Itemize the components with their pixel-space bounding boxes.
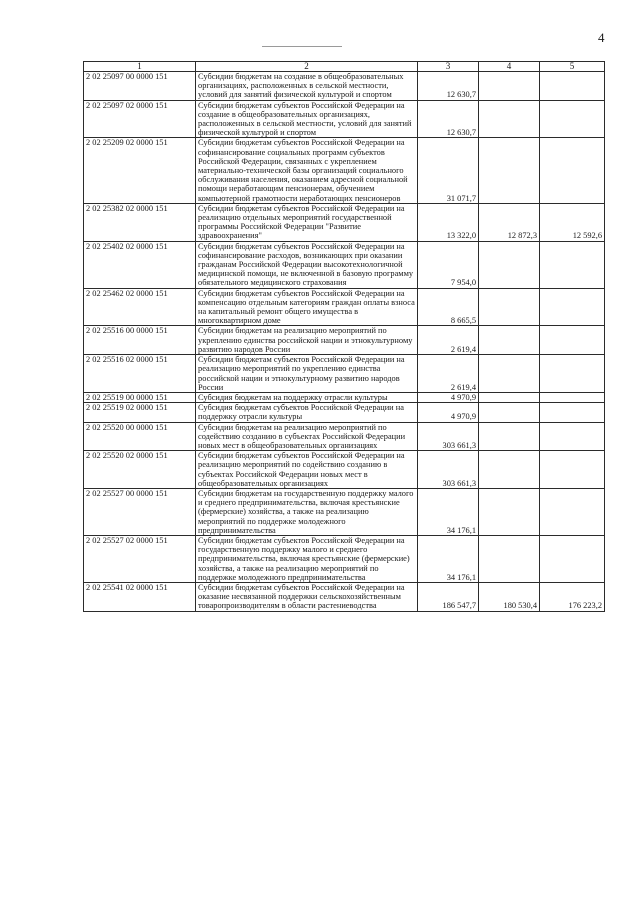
amount-col3-cell: 4 970,9 [418,392,479,402]
header-col-3: 3 [418,62,479,72]
header-col-4: 4 [479,62,540,72]
table-row [84,422,605,451]
table-row [84,488,605,535]
table-row [84,288,605,326]
code-cell: 2 02 25527 02 0000 151 [84,535,196,582]
amount-col5-cell: 12 592,6 [540,203,605,241]
description-cell: Субсидии бюджетам субъектов Российской Федерации на создание в общеобразовательных организациях, расположенных в сельской местности, условий для занятий физической культурой и спортом [196,100,418,138]
description-cell: Субсидии бюджетам на создание в общеобразовательных организациях, расположенных в сельской местности, условий для занятий физической культурой и спортом [196,72,418,101]
description-cell: Субсидии бюджетам субъектов Российской Федерации на софинансирование расходов, возникающих при оказании гражданам Российской Федерации высокотехнологичной медицинской помощи, не включенной в базовую программу обязательного медицинского страхования [196,241,418,288]
code-cell: 2 02 25462 02 0000 151 [84,288,196,326]
amount-col5-cell [540,72,605,101]
amount-col4-cell [479,451,540,489]
amount-col4-cell [479,326,540,355]
amount-col5-cell [540,488,605,535]
amount-col4-cell [479,241,540,288]
table-header-row [84,62,605,72]
table-row [84,582,605,611]
table-row [84,392,605,402]
page-number: 4 [598,30,605,45]
amount-col5-cell [540,392,605,402]
amount-col5-cell [540,138,605,203]
table-body [84,72,605,612]
code-cell: 2 02 25527 00 0000 151 [84,488,196,535]
amount-col3-cell: 186 547,7 [418,582,479,611]
code-cell: 2 02 25519 02 0000 151 [84,403,196,422]
amount-col3-cell: 12 630,7 [418,100,479,138]
description-cell: Субсидии бюджетам субъектов Российской Федерации на оказание несвязанной поддержки сельскохозяйственным товаропроизводителям в области растениеводства [196,582,418,611]
table-row [84,72,605,101]
table-row [84,451,605,489]
description-cell: Субсидии бюджетам субъектов Российской Федерации на государственную поддержку малого и среднего предпринимательства, включая крестьянские (фермерские) хозяйства, а также на реализацию мероприятий по поддержке молодежного предпринимательства [196,535,418,582]
budget-revenue-table [83,61,605,612]
table-row [84,241,605,288]
table-row [84,355,605,393]
description-cell: Субсидия бюджетам субъектов Российской Федерации на поддержку отрасли культуры [196,403,418,422]
amount-col4-cell [479,100,540,138]
description-cell: Субсидии бюджетам субъектов Российской Федерации на реализацию отдельных мероприятий государственной программы Российской Федерации "Развитие здравоохранения" [196,203,418,241]
code-cell: 2 02 25519 00 0000 151 [84,392,196,402]
amount-col3-cell: 303 661,3 [418,422,479,451]
amount-col3-cell: 303 661,3 [418,451,479,489]
code-cell: 2 02 25402 02 0000 151 [84,241,196,288]
table-row [84,203,605,241]
amount-col4-cell: 180 530,4 [479,582,540,611]
code-cell: 2 02 25520 02 0000 151 [84,451,196,489]
amount-col3-cell: 8 665,5 [418,288,479,326]
amount-col4-cell [479,72,540,101]
code-cell: 2 02 25516 02 0000 151 [84,355,196,393]
amount-col5-cell [540,100,605,138]
amount-col4-cell: 12 872,3 [479,203,540,241]
amount-col3-cell: 13 322,0 [418,203,479,241]
code-cell: 2 02 25209 02 0000 151 [84,138,196,203]
amount-col3-cell: 7 954,0 [418,241,479,288]
header-col-5: 5 [540,62,605,72]
amount-col5-cell [540,535,605,582]
description-cell: Субсидии бюджетам на государственную поддержку малого и среднего предпринимательства, включая крестьянские (фермерские) хозяйства, а также на реализацию мероприятий по поддержке молодежного предпринимательства [196,488,418,535]
description-cell: Субсидия бюджетам на поддержку отрасли культуры [196,392,418,402]
amount-col3-cell: 34 176,1 [418,488,479,535]
amount-col5-cell: 176 223,2 [540,582,605,611]
amount-col3-cell: 31 071,7 [418,138,479,203]
amount-col5-cell [540,241,605,288]
table-row [84,326,605,355]
description-cell: Субсидии бюджетам субъектов Российской Федерации на компенсацию отдельным категориям граждан оплаты взноса на капитальный ремонт общего имущества в многоквартирном доме [196,288,418,326]
amount-col4-cell [479,488,540,535]
description-cell: Субсидии бюджетам субъектов Российской Федерации на реализацию мероприятий по содействию созданию в субъектах Российской Федерации новых мест в общеобразовательных организациях [196,451,418,489]
amount-col3-cell: 4 970,9 [418,403,479,422]
amount-col4-cell [479,403,540,422]
amount-col5-cell [540,326,605,355]
amount-col5-cell [540,288,605,326]
code-cell: 2 02 25520 00 0000 151 [84,422,196,451]
description-cell: Субсидии бюджетам субъектов Российской Федерации на софинансирование социальных программ субъектов Российской Федерации, связанных с укреплением материально-технической базы организаций социального обслуживания населения, оказанием адресной социальной помощи неработающим пенсионерам, обучением компьютерной грамотности неработающих пенсионеров [196,138,418,203]
table-row [84,535,605,582]
amount-col5-cell [540,355,605,393]
amount-col3-cell: 2 619,4 [418,326,479,355]
code-cell: 2 02 25382 02 0000 151 [84,203,196,241]
header-col-2: 2 [196,62,418,72]
description-cell: Субсидии бюджетам на реализацию мероприятий по укреплению единства российской нации и этнокультурному развитию народов России [196,326,418,355]
amount-col4-cell [479,535,540,582]
amount-col5-cell [540,451,605,489]
amount-col3-cell: 34 176,1 [418,535,479,582]
scan-top-rule [262,46,342,47]
table-row [84,100,605,138]
amount-col4-cell [479,138,540,203]
amount-col5-cell [540,403,605,422]
code-cell: 2 02 25097 02 0000 151 [84,100,196,138]
table-row [84,138,605,203]
amount-col4-cell [479,422,540,451]
code-cell: 2 02 25516 00 0000 151 [84,326,196,355]
amount-col5-cell [540,422,605,451]
description-cell: Субсидии бюджетам субъектов Российской Федерации на реализацию мероприятий по укреплению единства российской нации и этнокультурному развитию народов России [196,355,418,393]
amount-col4-cell [479,288,540,326]
description-cell: Субсидии бюджетам на реализацию мероприятий по содействию созданию в субъектах Российской Федерации новых мест в общеобразовательных организациях [196,422,418,451]
code-cell: 2 02 25541 02 0000 151 [84,582,196,611]
amount-col3-cell: 2 619,4 [418,355,479,393]
code-cell: 2 02 25097 00 0000 151 [84,72,196,101]
header-col-1: 1 [84,62,196,72]
table-row [84,403,605,422]
amount-col4-cell [479,355,540,393]
amount-col3-cell: 12 630,7 [418,72,479,101]
amount-col4-cell [479,392,540,402]
